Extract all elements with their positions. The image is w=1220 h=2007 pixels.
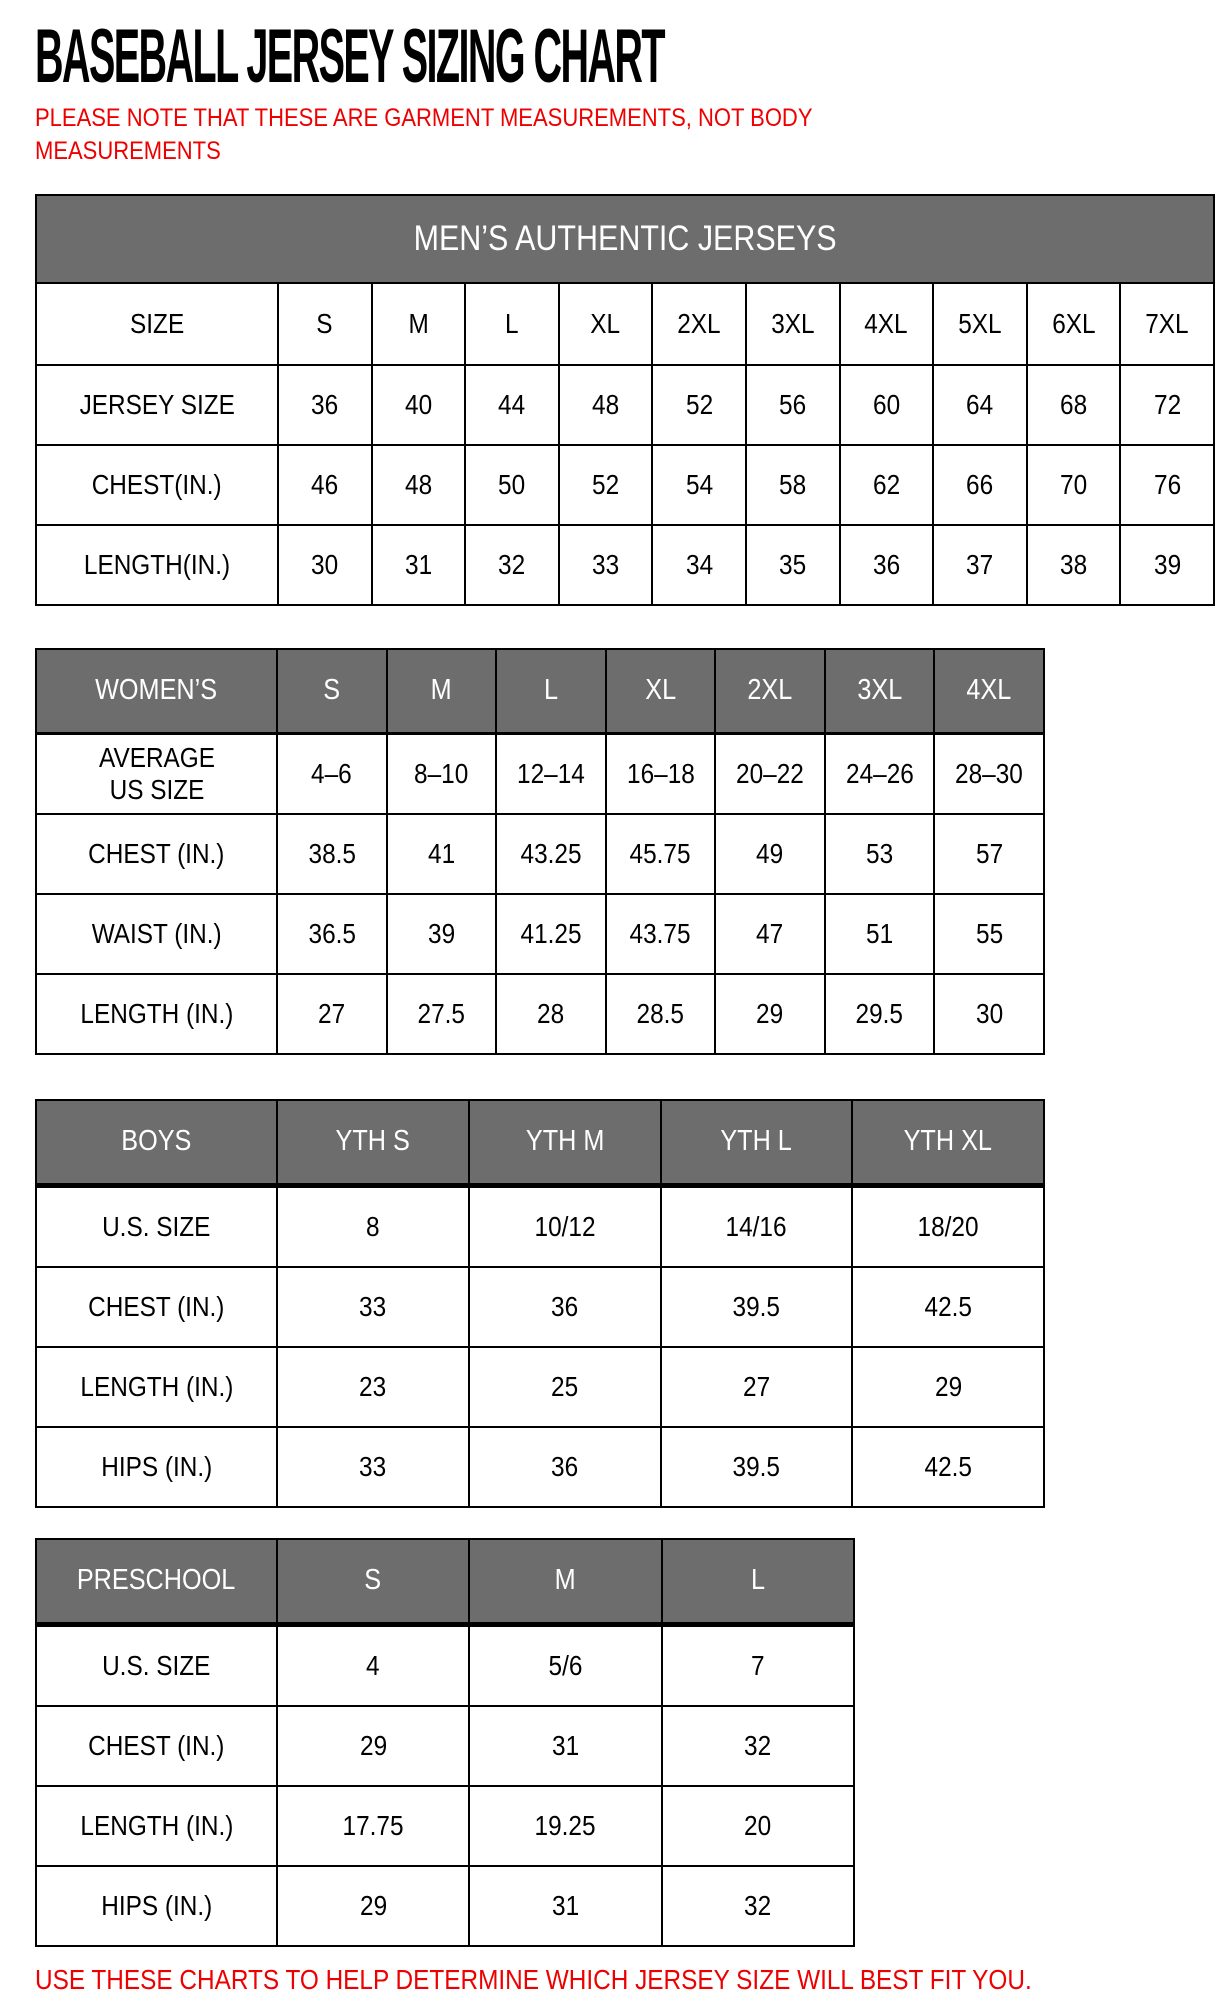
garment-measurements-note-text: PLEASE NOTE THAT THESE ARE GARMENT MEASUREMENTS, NOT BODY MEASUREMENTS	[35, 104, 813, 165]
cell	[746, 283, 840, 365]
cell-value: 68	[1059, 388, 1088, 420]
size-label: S	[316, 307, 333, 339]
size-label: YTH M	[525, 1125, 604, 1158]
cell-value: 52	[592, 468, 620, 500]
womens-us-size-row	[36, 734, 1044, 815]
size-label: M	[408, 307, 429, 339]
cell	[1027, 445, 1121, 525]
cell-value: 53	[866, 837, 894, 869]
cell-value: 8	[366, 1210, 380, 1242]
boys-us-size-row	[36, 1186, 1044, 1268]
preschool-us-size-row	[36, 1625, 854, 1707]
cell-value: 57	[975, 837, 1003, 869]
row-label: LENGTH(IN.)	[83, 548, 231, 580]
cell	[1120, 445, 1214, 525]
size-label: YTH L	[720, 1125, 793, 1158]
cell	[277, 1866, 469, 1946]
cell-value: 30	[975, 997, 1003, 1029]
cell	[1120, 525, 1214, 605]
boys-chest-row	[36, 1267, 1044, 1347]
cell	[465, 365, 559, 445]
cell-value: 55	[975, 917, 1003, 949]
size-label: L	[543, 674, 558, 707]
size-label: S	[323, 674, 341, 707]
cell-value: 70	[1059, 468, 1088, 500]
cell-value: 27.5	[417, 997, 466, 1029]
cell-value: 28	[537, 997, 565, 1029]
cell	[652, 365, 746, 445]
cell	[661, 1186, 853, 1268]
cell	[277, 1267, 469, 1347]
cell-value: 60	[872, 388, 900, 420]
cell	[825, 734, 935, 815]
cell-value: 64	[966, 388, 994, 420]
cell	[559, 283, 653, 365]
size-label: L	[750, 1564, 765, 1597]
cell	[496, 734, 606, 815]
header-cell	[469, 1100, 661, 1186]
cell-value: 72	[1153, 388, 1181, 420]
cell	[840, 445, 934, 525]
cell	[1027, 365, 1121, 445]
cell	[1027, 525, 1121, 605]
header-cell	[36, 649, 277, 734]
size-label: 6XL	[1051, 307, 1096, 339]
cell	[662, 1866, 854, 1946]
cell-value: 34	[685, 548, 713, 580]
header-cell	[662, 1539, 854, 1625]
cell	[934, 974, 1044, 1054]
cell-value: 42.5	[924, 1290, 972, 1322]
cell-value: 36	[872, 548, 900, 580]
header-cell	[496, 649, 606, 734]
cell	[715, 814, 825, 894]
cell-value: 36	[551, 1450, 579, 1482]
cell-value: 8–10	[414, 757, 469, 789]
cell	[662, 1786, 854, 1866]
cell	[469, 1427, 661, 1507]
cell-value: 28–30	[955, 757, 1024, 789]
cell-value: 39	[427, 917, 455, 949]
womens-sizing-table	[35, 648, 1045, 1055]
cell-value: 32	[498, 548, 526, 580]
cell	[469, 1625, 661, 1707]
label-cell	[36, 283, 278, 365]
cell-value: 24–26	[845, 757, 914, 789]
label-cell	[36, 1625, 277, 1707]
cell	[606, 894, 716, 974]
fit-advice-note	[35, 1963, 1215, 1997]
header-cell	[825, 649, 935, 734]
cell-value: 33	[592, 548, 620, 580]
cell	[606, 974, 716, 1054]
cell	[277, 1347, 469, 1427]
header-cell	[36, 1539, 277, 1625]
cell-value: 31	[551, 1729, 580, 1761]
preschool-chest-row	[36, 1706, 854, 1786]
cell	[372, 525, 466, 605]
label-cell	[36, 1706, 277, 1786]
size-label: 3XL	[857, 674, 903, 707]
label-cell	[36, 365, 278, 445]
cell	[559, 445, 653, 525]
size-label: 2XL	[677, 307, 721, 339]
cell	[465, 283, 559, 365]
cell-value: 10/12	[534, 1210, 596, 1242]
cell-value: 16–18	[626, 757, 695, 789]
label-cell	[36, 1186, 277, 1268]
cell	[469, 1786, 661, 1866]
cell-value: 41	[427, 837, 455, 869]
cell	[652, 445, 746, 525]
cell	[715, 974, 825, 1054]
cell	[652, 525, 746, 605]
header-cell	[661, 1100, 853, 1186]
cell	[934, 814, 1044, 894]
label-cell	[36, 734, 277, 815]
preschool-length-row	[36, 1786, 854, 1866]
cell	[661, 1267, 853, 1347]
boys-header-row	[36, 1100, 1044, 1186]
cell	[715, 894, 825, 974]
cell-value: 50	[498, 468, 526, 500]
cell-value: 27	[742, 1370, 770, 1402]
size-label: M	[430, 674, 452, 707]
cell	[278, 365, 372, 445]
cell-value: 45.75	[629, 837, 691, 869]
cell-value: 32	[744, 1889, 772, 1921]
cell	[465, 525, 559, 605]
cell-value: 52	[685, 388, 713, 420]
cell-value: 47	[756, 917, 784, 949]
cell-value: 54	[685, 468, 713, 500]
cell	[825, 814, 935, 894]
cell	[277, 894, 387, 974]
mens-length-row	[36, 525, 1214, 605]
cell	[465, 445, 559, 525]
cell-value: 32	[744, 1729, 772, 1761]
cell-value: 39	[1153, 548, 1181, 580]
cell	[840, 365, 934, 445]
cell-value: 51	[866, 917, 894, 949]
size-label: 4XL	[864, 307, 909, 339]
cell	[277, 974, 387, 1054]
cell	[825, 894, 935, 974]
cell-value: 33	[359, 1450, 387, 1482]
size-label: 2XL	[747, 674, 793, 707]
row-label: CHEST (IN.)	[88, 1290, 225, 1322]
cell-value: 31	[551, 1889, 580, 1921]
row-label: HIPS (IN.)	[101, 1889, 212, 1921]
garment-measurements-note	[35, 102, 1215, 168]
boys-hips-row	[36, 1427, 1044, 1507]
label-cell	[36, 1347, 277, 1427]
cell-value: 43.75	[629, 917, 691, 949]
cell	[606, 814, 716, 894]
cell-value: 28.5	[636, 997, 685, 1029]
cell	[387, 814, 497, 894]
boys-sizing-table	[35, 1099, 1045, 1508]
cell	[469, 1267, 661, 1347]
boys-length-row	[36, 1347, 1044, 1427]
cell	[278, 283, 372, 365]
cell	[559, 525, 653, 605]
cell	[277, 814, 387, 894]
label-cell	[36, 894, 277, 974]
table-heading: PRESCHOOL	[77, 1564, 236, 1597]
cell-value: 23	[359, 1370, 387, 1402]
page-title-text: BASEBALL JERSEY SIZING CHART	[35, 14, 664, 99]
header-cell	[715, 649, 825, 734]
cell	[387, 894, 497, 974]
cell	[662, 1706, 854, 1786]
size-label: M	[554, 1564, 577, 1597]
size-label: 4XL	[966, 674, 1012, 707]
cell-value: 31	[404, 548, 432, 580]
cell-value: 39.5	[732, 1290, 781, 1322]
cell-value: 46	[311, 468, 339, 500]
cell-value: 29	[359, 1889, 387, 1921]
size-label: L	[505, 307, 519, 339]
cell	[852, 1427, 1044, 1507]
cell	[387, 974, 497, 1054]
mens-size-header-row	[36, 283, 1214, 365]
table-heading: WOMEN’S	[95, 674, 218, 707]
size-label: 3XL	[771, 307, 815, 339]
header-cell	[606, 649, 716, 734]
cell	[840, 283, 934, 365]
cell	[277, 1186, 469, 1268]
label-cell	[36, 445, 278, 525]
mens-sizing-table	[35, 194, 1215, 606]
cell-value: 44	[498, 388, 526, 420]
row-label: WAIST (IN.)	[91, 917, 222, 949]
fit-advice-note-text: USE THESE CHARTS TO HELP DETERMINE WHICH JERSEY SIZE WILL BEST FIT YOU.	[35, 1964, 1032, 1995]
header-cell	[934, 649, 1044, 734]
cell	[469, 1866, 661, 1946]
cell	[933, 445, 1027, 525]
womens-header-row	[36, 649, 1044, 734]
cell-value: 19.25	[535, 1809, 596, 1841]
cell-value: 18/20	[917, 1210, 979, 1242]
label-cell	[36, 974, 277, 1054]
cell	[278, 525, 372, 605]
cell-value: 30	[311, 548, 339, 580]
cell	[277, 1786, 469, 1866]
cell-value: 58	[779, 468, 807, 500]
cell	[1027, 283, 1121, 365]
header-cell	[36, 1100, 277, 1186]
cell-value: 56	[779, 388, 807, 420]
cell-value: 29.5	[855, 997, 904, 1029]
cell	[661, 1347, 853, 1427]
cell-value: 36	[551, 1290, 579, 1322]
cell	[496, 814, 606, 894]
row-label: JERSEY SIZE	[79, 388, 235, 420]
row-label: HIPS (IN.)	[101, 1450, 212, 1482]
cell-value: 29	[756, 997, 784, 1029]
row-label: CHEST(IN.)	[92, 468, 222, 500]
label-cell	[36, 1427, 277, 1507]
mens-table-title: MEN’S AUTHENTIC JERSEYS	[413, 218, 837, 258]
preschool-header-row	[36, 1539, 854, 1625]
cell	[934, 734, 1044, 815]
womens-chest-row	[36, 814, 1044, 894]
cell	[372, 365, 466, 445]
size-label: S	[364, 1564, 382, 1597]
mens-chest-row	[36, 445, 1214, 525]
cell-value: 4–6	[311, 757, 353, 789]
cell	[852, 1347, 1044, 1427]
cell	[840, 525, 934, 605]
cell	[746, 365, 840, 445]
row-label: LENGTH (IN.)	[80, 1370, 233, 1402]
cell-value: 41.25	[520, 917, 582, 949]
cell-value: 40	[404, 388, 432, 420]
row-label: LENGTH (IN.)	[80, 1809, 233, 1841]
cell-value: 36.5	[308, 917, 356, 949]
label-cell	[36, 1866, 277, 1946]
cell	[933, 365, 1027, 445]
cell	[606, 734, 716, 815]
cell-value: 37	[966, 548, 994, 580]
row-label: AVERAGE US SIZE	[98, 741, 215, 805]
cell	[661, 1427, 853, 1507]
size-label: XL	[590, 307, 621, 339]
row-label: CHEST (IN.)	[88, 1729, 225, 1761]
mens-table-title-row	[36, 195, 1214, 283]
cell-value: 35	[779, 548, 807, 580]
cell	[1120, 365, 1214, 445]
cell-value: 20	[744, 1809, 772, 1841]
cell	[372, 283, 466, 365]
size-label: 5XL	[958, 307, 1002, 339]
size-label: YTH XL	[903, 1125, 993, 1158]
cell	[387, 734, 497, 815]
cell-value: 27	[318, 997, 346, 1029]
cell-value: 36	[311, 388, 339, 420]
table-heading: BOYS	[121, 1125, 192, 1158]
cell	[662, 1625, 854, 1707]
cell	[652, 283, 746, 365]
cell	[496, 894, 606, 974]
cell-value: 4	[366, 1649, 380, 1681]
cell	[933, 525, 1027, 605]
cell	[277, 1625, 469, 1707]
cell	[277, 1706, 469, 1786]
mens-jersey-size-row	[36, 365, 1214, 445]
cell	[746, 445, 840, 525]
cell	[825, 974, 935, 1054]
cell	[278, 445, 372, 525]
womens-waist-row	[36, 894, 1044, 974]
page-title	[35, 14, 1215, 99]
preschool-sizing-table	[35, 1538, 855, 1947]
cell-value: 49	[756, 837, 784, 869]
cell	[496, 974, 606, 1054]
label-cell	[36, 814, 277, 894]
row-label: SIZE	[129, 307, 185, 339]
cell	[934, 894, 1044, 974]
cell	[372, 445, 466, 525]
cell-value: 25	[551, 1370, 579, 1402]
cell-value: 39.5	[732, 1450, 781, 1482]
cell	[469, 1347, 661, 1427]
cell	[469, 1186, 661, 1268]
cell	[746, 525, 840, 605]
size-label: XL	[645, 674, 676, 707]
cell-value: 38.5	[308, 837, 356, 869]
cell	[852, 1267, 1044, 1347]
label-cell	[36, 1267, 277, 1347]
cell-value: 48	[592, 388, 620, 420]
cell	[469, 1706, 661, 1786]
cell-value: 12–14	[517, 757, 585, 789]
cell	[852, 1186, 1044, 1268]
cell-value: 20–22	[736, 757, 804, 789]
cell-value: 42.5	[924, 1450, 972, 1482]
row-label: LENGTH (IN.)	[80, 997, 233, 1029]
womens-length-row	[36, 974, 1044, 1054]
header-cell	[852, 1100, 1044, 1186]
cell-value: 5/6	[548, 1649, 583, 1681]
cell-value: 14/16	[725, 1210, 787, 1242]
header-cell	[277, 1539, 469, 1625]
preschool-hips-row	[36, 1866, 854, 1946]
label-cell	[36, 525, 278, 605]
row-label: U.S. SIZE	[102, 1210, 211, 1242]
label-cell	[36, 1786, 277, 1866]
size-label: 7XL	[1145, 307, 1189, 339]
cell	[277, 734, 387, 815]
cell-value: 7	[751, 1649, 765, 1681]
mens-table-title-cell	[36, 195, 1214, 283]
cell	[715, 734, 825, 815]
row-label: U.S. SIZE	[102, 1649, 211, 1681]
cell-value: 62	[872, 468, 900, 500]
cell-value: 38	[1059, 548, 1088, 580]
cell	[933, 283, 1027, 365]
cell-value: 29	[359, 1729, 387, 1761]
cell	[1120, 283, 1214, 365]
header-cell	[277, 649, 387, 734]
row-label: CHEST (IN.)	[88, 837, 225, 869]
cell-value: 66	[966, 468, 994, 500]
cell-value: 76	[1153, 468, 1181, 500]
header-cell	[469, 1539, 661, 1625]
cell-value: 48	[404, 468, 432, 500]
header-cell	[387, 649, 497, 734]
cell-value: 29	[934, 1370, 962, 1402]
cell	[277, 1427, 469, 1507]
header-cell	[277, 1100, 469, 1186]
size-label: YTH S	[335, 1125, 411, 1158]
cell-value: 17.75	[342, 1809, 404, 1841]
cell	[559, 365, 653, 445]
cell-value: 33	[359, 1290, 387, 1322]
cell-value: 43.25	[520, 837, 582, 869]
